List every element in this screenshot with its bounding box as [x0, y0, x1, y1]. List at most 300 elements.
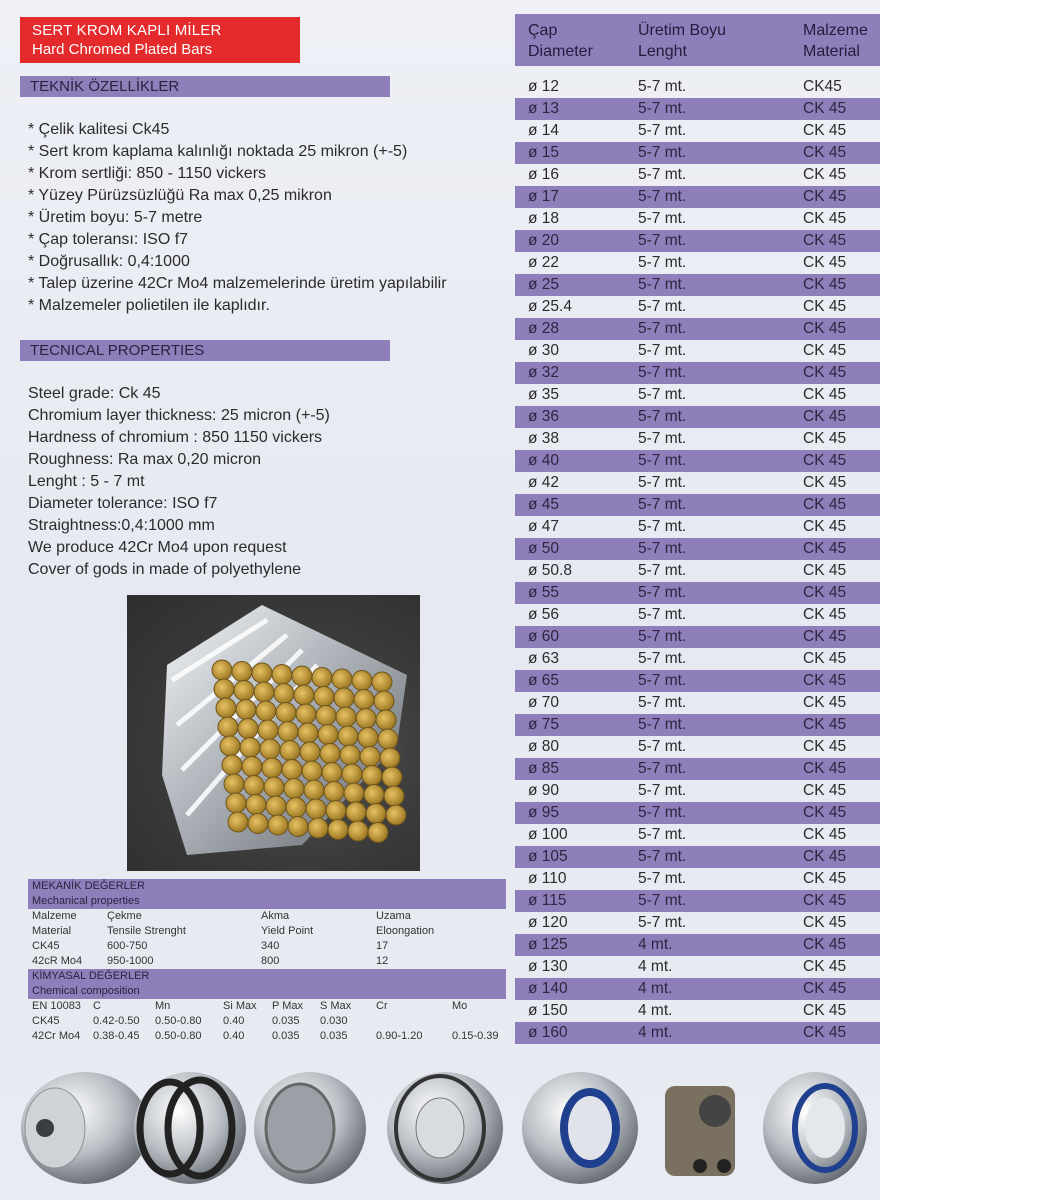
property-item: Chromium layer thickness: 25 micron (+-5) [28, 407, 330, 424]
table-row [515, 758, 880, 780]
bar-end [348, 821, 368, 841]
table-cell: 5-7 mt. [638, 892, 687, 909]
bar-end [346, 802, 366, 822]
table-row [515, 274, 880, 296]
cell: Material [32, 925, 72, 937]
table-cell: CK 45 [803, 826, 847, 843]
table-cell: ø 105 [528, 848, 568, 865]
bar-end [218, 717, 238, 737]
cell: Mn [155, 1000, 171, 1012]
bar-end [334, 688, 354, 708]
table-cell: 4 mt. [638, 1024, 673, 1041]
table-row [515, 362, 880, 384]
bar-end [234, 681, 254, 701]
table-row [515, 208, 880, 230]
cell: 12 [376, 955, 389, 967]
bar-end [316, 706, 336, 726]
table-cell: CK 45 [803, 342, 847, 359]
title-tr: SERT KROM KAPLI MİLER [32, 22, 222, 39]
table-cell: CK 45 [803, 540, 847, 557]
bar-end [342, 764, 362, 784]
bar-end [224, 774, 244, 794]
table-cell: 5-7 mt. [638, 782, 687, 799]
table-cell: 4 mt. [638, 1002, 673, 1019]
property-item: Lenght : 5 - 7 mt [28, 473, 145, 490]
table-cell: CK 45 [803, 386, 847, 403]
table-cell: ø 110 [528, 870, 567, 887]
table-cell: ø 36 [528, 408, 560, 425]
table-cell: 5-7 mt. [638, 606, 687, 623]
table-cell: 5-7 mt. [638, 694, 687, 711]
table-row [515, 428, 880, 450]
table-row [515, 736, 880, 758]
table-cell: 5-7 mt. [638, 254, 687, 271]
bar-end [294, 685, 314, 705]
table-cell: ø 125 [528, 936, 568, 953]
cell: EN 10083 [32, 1000, 81, 1012]
table-cell: ø 14 [528, 122, 560, 139]
table-cell: CK 45 [803, 760, 847, 777]
table-row [515, 252, 880, 274]
table-cell: CK 45 [803, 804, 847, 821]
table-cell: 5-7 mt. [638, 188, 687, 205]
chemical-bar-tr: KİMYASAL DEĞERLER [28, 969, 506, 984]
product-strip [0, 1066, 880, 1196]
table-cell: ø 42 [528, 474, 560, 491]
table-row [515, 120, 880, 142]
table-row [515, 670, 880, 692]
table-cell: ø 140 [528, 980, 568, 997]
bar-end [256, 701, 276, 721]
table-cell: CK 45 [803, 848, 847, 865]
bar-end [272, 665, 292, 685]
table-row [515, 780, 880, 802]
table-cell: 4 mt. [638, 980, 673, 997]
table-cell: CK 45 [803, 232, 847, 249]
table-cell: CK 45 [803, 936, 847, 953]
seal-piston-icon [134, 1072, 246, 1184]
table-cell: ø 38 [528, 430, 560, 447]
bar-end [248, 814, 268, 834]
property-item: Steel grade: Ck 45 [28, 385, 161, 402]
table-cell: 5-7 mt. [638, 100, 687, 117]
cell: Eloongation [376, 925, 435, 937]
bar-end [336, 707, 356, 727]
bar-end [276, 703, 296, 723]
bar-end [320, 744, 340, 764]
property-item: * Çelik kalitesi Ck45 [28, 121, 170, 138]
table-cell: CK 45 [803, 144, 847, 161]
table-row [515, 604, 880, 626]
table-cell: 5-7 mt. [638, 408, 687, 425]
table-cell: ø 160 [528, 1024, 568, 1041]
table-cell: 5-7 mt. [638, 584, 687, 601]
properties-tables [28, 879, 506, 1044]
table-cell: CK 45 [803, 672, 847, 689]
cell: 0.50-0.80 [155, 1030, 202, 1042]
bar-end [216, 698, 236, 718]
bar-end [386, 805, 406, 825]
cell: 0.030 [320, 1015, 348, 1027]
table-cell: ø 20 [528, 232, 560, 249]
table-cell: ø 65 [528, 672, 560, 689]
table-row [515, 934, 880, 956]
table-row [515, 714, 880, 736]
header-diameter: Diameter [528, 43, 593, 60]
table-cell: ø 63 [528, 650, 560, 667]
chemical-row [28, 1029, 506, 1044]
table-cell: CK 45 [803, 210, 847, 227]
bar-end [312, 668, 332, 688]
bar-end [244, 776, 264, 796]
table-cell: 4 mt. [638, 936, 673, 953]
bar-end [300, 742, 320, 762]
property-item: * Çap toleransı: ISO f7 [28, 231, 189, 248]
cell: Mo [452, 1000, 468, 1012]
bar-end [378, 729, 398, 749]
bar-end [238, 719, 258, 739]
table-row [515, 516, 880, 538]
table-cell: ø 32 [528, 364, 560, 381]
table-cell: ø 75 [528, 716, 560, 733]
table-cell: 5-7 mt. [638, 452, 687, 469]
threaded-bushing-icon [254, 1072, 366, 1184]
bar-end [364, 785, 384, 805]
cell: CK45 [32, 940, 60, 952]
cell: 0.38-0.45 [93, 1030, 140, 1042]
table-row [515, 956, 880, 978]
bar-end [252, 663, 272, 683]
cell: 800 [261, 955, 280, 967]
table-cell: 5-7 mt. [638, 364, 687, 381]
table-cell: CK 45 [803, 628, 847, 645]
table-cell: 5-7 mt. [638, 320, 687, 337]
table-cell: 5-7 mt. [638, 716, 687, 733]
cell: Uzama [376, 910, 411, 922]
cell: Çekme [107, 910, 142, 922]
bar-end [222, 755, 242, 775]
table-cell: 5-7 mt. [638, 496, 687, 513]
technical-list [28, 383, 330, 581]
table-cell: ø 130 [528, 958, 568, 975]
bar-end [240, 738, 260, 758]
bar-end [360, 747, 380, 767]
table-cell: CK 45 [803, 320, 847, 337]
table-cell: ø 95 [528, 804, 560, 821]
bar-end [268, 815, 288, 835]
table-cell: ø 70 [528, 694, 560, 711]
header-malzeme: Malzeme [803, 22, 868, 39]
bar-end [326, 801, 346, 821]
cell: 0.90-1.20 [376, 1030, 423, 1042]
table-cell: 5-7 mt. [638, 342, 687, 359]
property-item: Roughness: Ra max 0,20 micron [28, 451, 261, 468]
bar-end [322, 763, 342, 783]
table-row [515, 76, 880, 98]
table-cell: CK 45 [803, 606, 847, 623]
table-cell: 5-7 mt. [638, 540, 687, 557]
property-item: * Sert krom kaplama kalınlığı noktada 25 mikron (+-5) [28, 143, 408, 160]
cell: Si Max [223, 1000, 257, 1012]
bar-end [278, 722, 298, 742]
cell: Malzeme [32, 910, 77, 922]
table-cell: CK 45 [803, 870, 847, 887]
mechanical-head-en [28, 924, 506, 939]
table-cell: CK 45 [803, 254, 847, 271]
table-row [515, 406, 880, 428]
table-cell: ø 12 [528, 78, 560, 95]
property-item: We produce 42Cr Mo4 upon request [28, 539, 287, 556]
table-cell: ø 100 [528, 826, 568, 843]
table-cell: ø 40 [528, 452, 560, 469]
bar-end [358, 728, 378, 748]
title-en: Hard Chromed Plated Bars [32, 41, 213, 58]
table-row [515, 1022, 880, 1044]
cell: Cr [376, 1000, 388, 1012]
table-row [515, 692, 880, 714]
bar-end [376, 710, 396, 730]
teknik-list [28, 119, 447, 317]
table-cell: ø 15 [528, 144, 560, 161]
table-cell: CK 45 [803, 584, 847, 601]
diameter-table-body [515, 76, 880, 1044]
table-row [515, 824, 880, 846]
diameter-table-header [515, 14, 880, 66]
table-row [515, 98, 880, 120]
table-row [515, 560, 880, 582]
cell: S Max [320, 1000, 352, 1012]
table-cell: CK 45 [803, 1024, 847, 1041]
bar-end [352, 671, 372, 691]
table-cell: ø 22 [528, 254, 560, 271]
table-cell: ø 17 [528, 188, 560, 205]
table-cell: CK 45 [803, 782, 847, 799]
cell: 17 [376, 940, 389, 952]
mechanical-bar-tr: MEKANİK DEĞERLER [28, 879, 506, 894]
table-row [515, 912, 880, 934]
cell: 950-1000 [107, 955, 154, 967]
table-row [515, 626, 880, 648]
table-cell: 5-7 mt. [638, 474, 687, 491]
table-cell: CK 45 [803, 562, 847, 579]
cylinder-head-icon [763, 1072, 867, 1184]
table-cell: 5-7 mt. [638, 386, 687, 403]
bar-end [314, 687, 334, 707]
table-cell: ø 115 [528, 892, 567, 909]
table-cell: 5-7 mt. [638, 760, 687, 777]
chemical-head [28, 999, 506, 1014]
cell: 0.40 [223, 1015, 245, 1027]
rod-end-icon [665, 1086, 735, 1176]
bar-end [302, 761, 322, 781]
table-cell: ø 50.8 [528, 562, 572, 579]
table-cell: ø 90 [528, 782, 560, 799]
bar-end [366, 804, 386, 824]
table-cell: ø 80 [528, 738, 560, 755]
bar-end [338, 726, 358, 746]
bar-end [220, 736, 240, 756]
table-cell: CK 45 [803, 166, 847, 183]
property-item: Hardness of chromium : 850 1150 vickers [28, 429, 323, 446]
table-cell: CK 45 [803, 738, 847, 755]
table-cell: ø 85 [528, 760, 560, 777]
table-row [515, 318, 880, 340]
table-cell: 5-7 mt. [638, 122, 687, 139]
chrome-bars-photo [127, 595, 420, 871]
table-cell: 5-7 mt. [638, 826, 687, 843]
bar-end [284, 779, 304, 799]
technical-heading: TECNICAL PROPERTIES [20, 340, 390, 361]
property-item: * Malzemeler polietilen ile kaplıdır. [28, 297, 270, 314]
cell: 0.035 [320, 1030, 348, 1042]
table-cell: CK 45 [803, 188, 847, 205]
table-cell: ø 45 [528, 496, 560, 513]
bar-end [340, 745, 360, 765]
table-row [515, 868, 880, 890]
table-row [515, 978, 880, 1000]
table-row [515, 494, 880, 516]
table-row [515, 538, 880, 560]
table-cell: 4 mt. [638, 958, 673, 975]
bar-end [242, 757, 262, 777]
bar-end [332, 669, 352, 689]
hydraulic-parts-icon [0, 1066, 880, 1196]
cell: 42Cr Mo4 [32, 1030, 81, 1042]
cell: CK45 [32, 1015, 60, 1027]
property-item: Diameter tolerance: ISO f7 [28, 495, 218, 512]
bar-end [372, 672, 392, 692]
table-cell: CK 45 [803, 496, 847, 513]
bar-end [356, 709, 376, 729]
table-cell: ø 60 [528, 628, 560, 645]
cell: 0.15-0.39 [452, 1030, 499, 1042]
cell: 0.035 [272, 1015, 300, 1027]
cell: Akma [261, 910, 290, 922]
mechanical-row [28, 939, 506, 954]
bar-end [288, 817, 308, 837]
bar-end [380, 748, 400, 768]
table-cell: CK 45 [803, 716, 847, 733]
bar-end [296, 704, 316, 724]
table-row [515, 230, 880, 252]
bar-end [282, 760, 302, 780]
bar-end [318, 725, 338, 745]
property-item: * Yüzey Pürüzsüzlüğü Ra max 0,25 mikron [28, 187, 332, 204]
mechanical-bar-en: Mechanical properties [28, 894, 506, 909]
table-cell: 5-7 mt. [638, 870, 687, 887]
title-banner [20, 17, 300, 63]
bars-bundle-icon [127, 595, 420, 871]
bar-end [306, 799, 326, 819]
bar-end [262, 758, 282, 778]
table-cell: ø 35 [528, 386, 560, 403]
bar-end [292, 666, 312, 686]
table-cell: 5-7 mt. [638, 232, 687, 249]
mechanical-head-tr [28, 909, 506, 924]
table-cell: 5-7 mt. [638, 804, 687, 821]
table-cell: CK 45 [803, 518, 847, 535]
spherical-bearing-icon [522, 1072, 638, 1184]
bar-end [384, 786, 404, 806]
table-cell: 5-7 mt. [638, 430, 687, 447]
table-cell: CK 45 [803, 430, 847, 447]
table-cell: ø 56 [528, 606, 560, 623]
bar-end [212, 660, 232, 680]
bar-end [304, 780, 324, 800]
cell: Yield Point [261, 925, 314, 937]
bar-end [374, 691, 394, 711]
cell: 0.40 [223, 1030, 245, 1042]
cell: 42cR Mo4 [32, 955, 83, 967]
table-cell: 5-7 mt. [638, 914, 687, 931]
bar-end [264, 777, 284, 797]
table-row [515, 384, 880, 406]
table-cell: CK 45 [803, 364, 847, 381]
bar-end [260, 739, 280, 759]
cell: 0.42-0.50 [93, 1015, 140, 1027]
table-row [515, 472, 880, 494]
table-cell: CK 45 [803, 892, 847, 909]
table-row [515, 648, 880, 670]
table-cell: ø 28 [528, 320, 560, 337]
table-row [515, 1000, 880, 1022]
property-item: * Doğrusallık: 0,4:1000 [28, 253, 190, 270]
table-cell: ø 120 [528, 914, 568, 931]
bar-end [214, 679, 234, 699]
table-cell: ø 150 [528, 1002, 568, 1019]
table-cell: CK 45 [803, 914, 847, 931]
bar-end [246, 795, 266, 815]
table-row [515, 890, 880, 912]
table-cell: ø 25.4 [528, 298, 572, 315]
table-cell: ø 55 [528, 584, 560, 601]
bar-end [274, 684, 294, 704]
bar-end [266, 796, 286, 816]
table-cell: CK45 [803, 78, 842, 95]
bar-end [308, 818, 328, 838]
header-cap: Çap [528, 22, 558, 39]
diameter-table [515, 14, 880, 1044]
table-cell: CK 45 [803, 100, 847, 117]
table-row [515, 450, 880, 472]
teknik-heading: TEKNİK ÖZELLİKLER [20, 76, 390, 97]
cell: 340 [261, 940, 280, 952]
bar-end [344, 783, 364, 803]
table-cell: 5-7 mt. [638, 276, 687, 293]
table-cell: CK 45 [803, 298, 847, 315]
table-row [515, 582, 880, 604]
table-row [515, 186, 880, 208]
bar-end [298, 723, 318, 743]
table-cell: CK 45 [803, 408, 847, 425]
table-cell: CK 45 [803, 980, 847, 997]
bar-end [328, 820, 348, 840]
table-cell: 5-7 mt. [638, 672, 687, 689]
table-cell: CK 45 [803, 276, 847, 293]
bar-end [236, 700, 256, 720]
table-cell: ø 47 [528, 518, 560, 535]
table-cell: ø 30 [528, 342, 560, 359]
header-uretim: Üretim Boyu [638, 22, 727, 39]
cell: 0.50-0.80 [155, 1015, 202, 1027]
table-cell: 5-7 mt. [638, 518, 687, 535]
bar-end [254, 682, 274, 702]
table-cell: 5-7 mt. [638, 166, 687, 183]
bar-end [232, 662, 252, 682]
bar-end [362, 766, 382, 786]
cell: 600-750 [107, 940, 148, 952]
property-item: Straightness:0,4:1000 mm [28, 517, 215, 534]
